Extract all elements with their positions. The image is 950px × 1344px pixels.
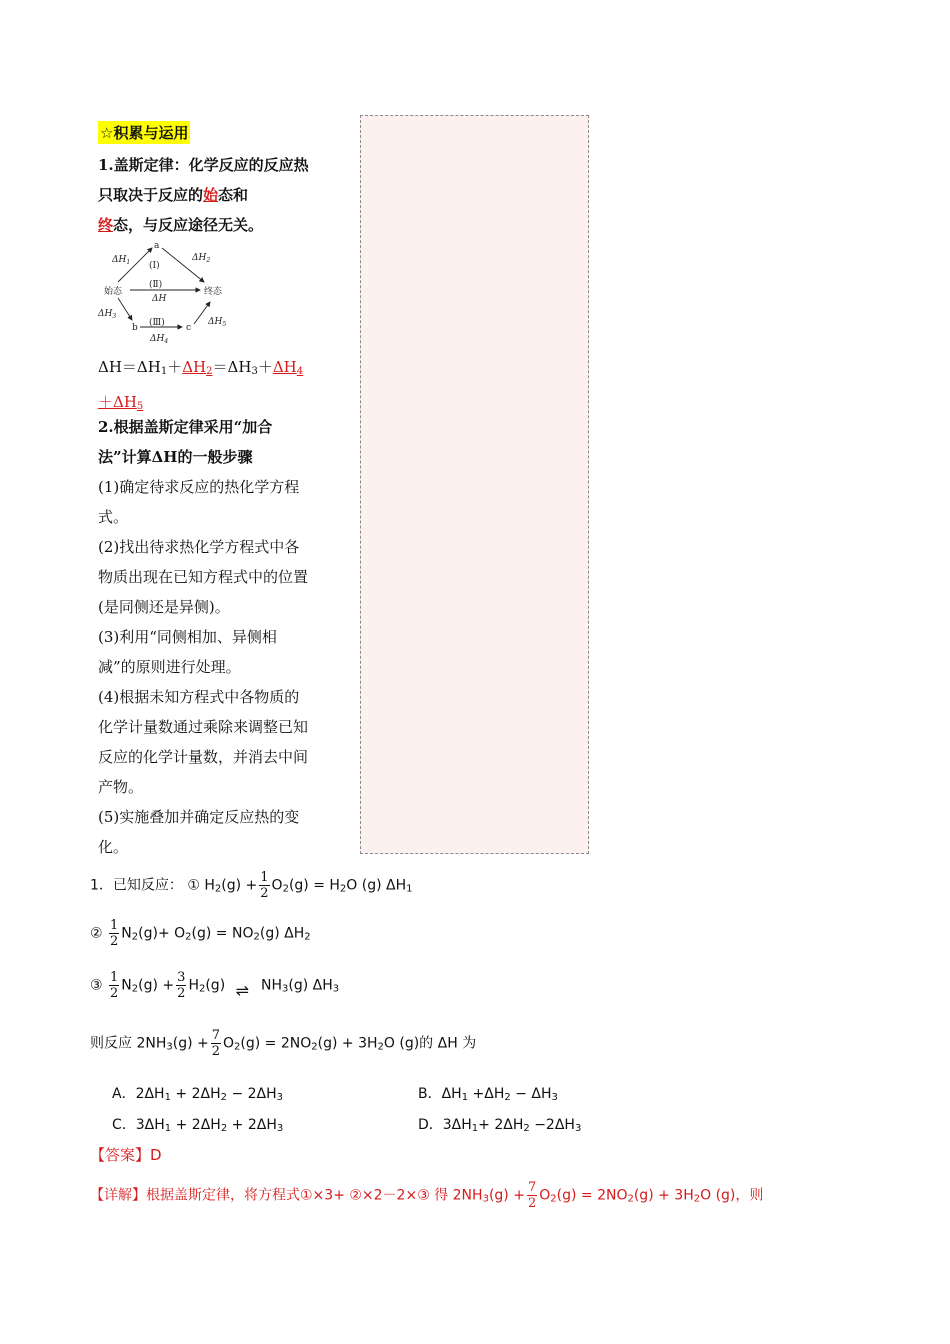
- question-line-4: 则反应 $2NH_3(g)$ + $\frac{7}{2}$ $O_2(g) = 2NO_2(g) + 3H_2O$ (g)的 ΔH 为: [90, 1028, 477, 1059]
- definition-text-mid: 态和: [218, 186, 249, 204]
- diagram-node-b: b: [132, 323, 138, 333]
- hess-law-diagram: [96, 238, 266, 348]
- diagram-dh5: $\Delta H_5$: [208, 317, 227, 328]
- equilibrium-arrow: ⇌: [235, 980, 250, 1000]
- step-item: (5)实施叠加并确定反应热的变化。: [98, 808, 300, 856]
- section-tag: ☆积累与运用: [98, 121, 190, 144]
- question-line-3: ③ $\frac{1}{2}$ $N_2(g)$ + $\frac{3}{2}$ $H_2(g)$ ⇌ $NH_3(g)$ $\Delta H_3$: [90, 970, 340, 1001]
- definition-text-end: 态，与反应途径无关。: [113, 216, 264, 234]
- steps-title: 2.根据盖斯定律采用“加合法”计算ΔH的一般步骤: [98, 418, 273, 466]
- diagram-dh1: $\Delta H_1$: [112, 255, 131, 266]
- option-a[interactable]: A．$2\Delta H_1 + 2\Delta H_2 - 2\Delta H_3$: [112, 1086, 284, 1103]
- answer-label: 【答案】D: [90, 1146, 162, 1164]
- step-item: (3)利用“同侧相加、异侧相减”的原则进行处理。: [98, 628, 277, 676]
- formula-sub: 1: [160, 366, 168, 377]
- diagram-end: 终态: [204, 287, 223, 297]
- question-line-2: ② $\frac{1}{2}$ $N_2(g)+ O_2(g) = NO_2(g)$ $\Delta H_2$: [90, 918, 311, 949]
- fraction: $\frac{1}{2}$: [110, 970, 119, 1001]
- formula-part: ΔH＝ΔH: [98, 358, 161, 376]
- formula-part: ＝ΔH: [212, 358, 252, 376]
- notes-box: [360, 115, 589, 854]
- option-d[interactable]: D．$3\Delta H_1+ 2\Delta H_2 -2\Delta H_3$: [418, 1117, 582, 1134]
- diagram-dh3: $\Delta H_3$: [98, 309, 117, 320]
- steps-section: [98, 412, 310, 862]
- keyword-start: 始: [203, 186, 219, 204]
- fraction: $\frac{1}{2}$: [260, 870, 269, 901]
- fraction: $\frac{3}{2}$: [177, 970, 186, 1001]
- diagram-path-1: (Ⅰ): [149, 261, 160, 271]
- formula-part: ＋: [167, 358, 183, 376]
- step-item: (2)找出待求热化学方程式中各物质出现在已知方程式中的位置(是同侧还是异侧)。: [98, 538, 309, 616]
- option-b[interactable]: B．$\Delta H_1 +\Delta H_2 - \Delta H_3$: [418, 1086, 558, 1103]
- formula-highlight: ＋ΔH: [98, 393, 137, 411]
- step-item: (1)确定待求反应的热化学方程式。: [98, 478, 300, 526]
- formula-sub: 5: [136, 401, 144, 412]
- formula-highlight: ΔH: [272, 358, 297, 376]
- diagram-path-3: (Ⅲ): [149, 318, 165, 328]
- question-line-1: 1．已知反应： ① $H_2(g)$ + $\frac{1}{2}$ $O_2(g) = H_2O$ (g) $\Delta H_1$: [90, 870, 413, 901]
- diagram-path-2: (Ⅱ): [149, 280, 163, 290]
- diagram-dh2: $\Delta H_2$: [192, 253, 211, 264]
- formula-sub: 4: [296, 366, 304, 377]
- diagram-dh4: $\Delta H_4$: [150, 334, 169, 345]
- gess-law-definition: [98, 150, 310, 240]
- diagram-node-a: a: [154, 241, 160, 251]
- option-c[interactable]: C．$3\Delta H_1 + 2\Delta H_2 + 2\Delta H_3$: [112, 1117, 284, 1134]
- diagram-node-c: c: [186, 323, 192, 333]
- fraction: $\frac{7}{2}$: [527, 1180, 537, 1211]
- definition-text: 1.盖斯定律：化学反应的反应热只取决于反应的: [98, 156, 309, 204]
- fraction: $\frac{7}{2}$: [211, 1028, 221, 1059]
- step-item: (4)根据未知方程式中各物质的化学计量数通过乘除来调整已知反应的化学计量数，并消去中间产物。: [98, 688, 309, 796]
- diagram-dh: ΔH: [152, 294, 167, 304]
- formula-sub: 3: [251, 366, 258, 377]
- diagram-start: 始态: [104, 287, 123, 297]
- fraction: $\frac{1}{2}$: [110, 918, 119, 949]
- keyword-end: 终: [98, 216, 114, 234]
- answer-detail: 【详解】根据盖斯定律，将方程式①×3+ ②×2－2×③ 得 $2NH_3(g)$ + $\frac{7}{2}$ $O_2(g) = 2NO_2(g) + 3H_2O$ (g)，则: [90, 1180, 764, 1211]
- formula-highlight: ΔH: [182, 358, 207, 376]
- formula-sub: 2: [206, 366, 213, 377]
- formula-part: ＋: [257, 358, 273, 376]
